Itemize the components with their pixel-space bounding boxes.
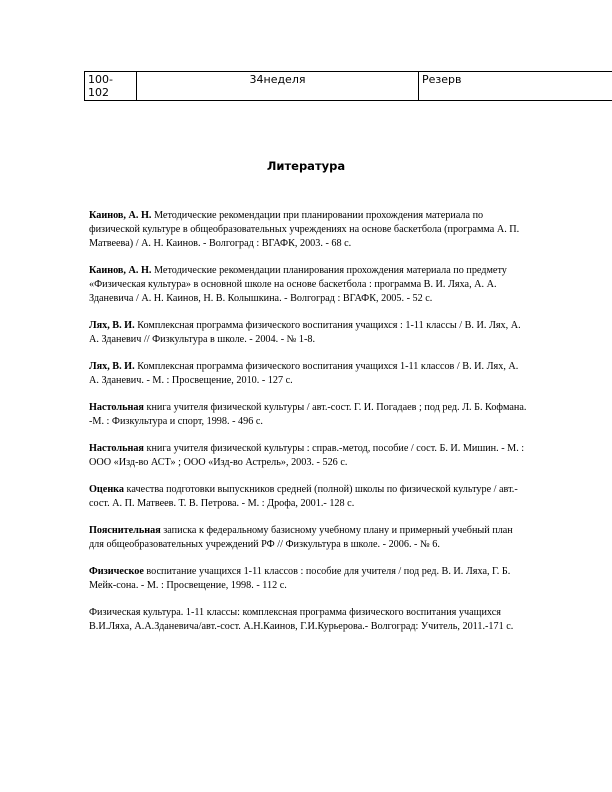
literature-heading: Литература xyxy=(266,159,346,173)
bibliography-entry xyxy=(89,483,529,511)
bibliography-entry xyxy=(89,319,529,347)
entry-text: Методические рекомендации планирования прохождения материала по предмету «Физическая культура» в основной школе на основе баскетбола : программа В. И. Ляха, А. А. Зданевича / А. Н. Каинов, Н. В. Колышкина. - Волгоград : ВГАФК, 2005. - 52 с. xyxy=(89,265,507,304)
entry-text: Методические рекомендации при планировании прохождения материала по физической культуре в общеобразовательных учреждениях на основе баскетбола (программа А. П. Матвеева) / А. Н. Каинов. - Волгоград : ВГАФК, 2003. - 68 с. xyxy=(89,210,520,249)
bibliography-entry xyxy=(89,264,529,306)
bibliography-entry xyxy=(89,606,529,634)
entry-author: Лях, В. И. xyxy=(89,320,135,331)
entry-author: Настольная xyxy=(89,402,144,413)
entry-text: книга учителя физической культуры : справ.-метод, пособие / сост. Б. И. Мишин. - М. : ООО «Изд-во АСТ» ; ООО «Изд-во Астрель», 2003. - 526 с. xyxy=(89,443,525,468)
entry-author: Настольная xyxy=(89,443,144,454)
entry-text: воспитание учащихся 1-11 классов : пособие для учителя / под ред. В. И. Ляха, Г. Б. Мейк-сона. - М. : Просвещение, 1998. - 112 с. xyxy=(89,566,511,591)
bibliography-entry xyxy=(89,524,529,552)
bibliography-entry xyxy=(89,442,529,470)
bibliography-entry xyxy=(89,401,529,429)
week-cell: 34неделя xyxy=(137,72,419,101)
entry-author: Лях, В. И. xyxy=(89,361,135,372)
entry-text: книга учителя физической культуры / авт.-сост. Г. И. Погадаев ; под ред. Л. Б. Кофмана. -М. : Физкультура и спорт, 1998. - 496 с. xyxy=(89,402,527,427)
bibliography-entry xyxy=(89,360,529,388)
entry-author: Оценка xyxy=(89,484,124,495)
reserve-cell: Резерв xyxy=(419,72,612,101)
table-row xyxy=(85,72,612,101)
entry-author: Физическое xyxy=(89,566,144,577)
entry-text: записка к федеральному базисному учебному плану и примерный учебный план для общеобразовательных учреждений РФ // Физкультура в школе. - 2006. - № 6. xyxy=(89,525,513,550)
entry-text: качества подготовки выпускников средней (полной) школы по физической культуре / авт.-сост. А. П. Матвеев. Т. В. Петрова. - М. : Дрофа, 2001.- 128 с. xyxy=(89,484,518,509)
bibliography-entry xyxy=(89,565,529,593)
entry-author: Пояснительная xyxy=(89,525,161,536)
bibliography-entry xyxy=(89,209,529,251)
entry-text: Физическая культура. 1-11 классы: комплексная программа физического воспитания учащихся В.И.Ляха, А.А.Зданевича/авт.-сост. А.Н.Каинов, Г.И.Курьерова.- Волгоград: Учитель, 2011.-171 с. xyxy=(89,607,514,632)
entry-text: Комплексная программа физического воспитания учащихся 1-11 классов / В. И. Лях, А. А. Зданевич. - М. : Просвещение, 2010. - 127 с. xyxy=(89,361,519,386)
bibliography-list xyxy=(89,209,529,647)
entry-author: Каинов, А. Н. xyxy=(89,265,152,276)
schedule-table-row xyxy=(84,71,612,101)
lesson-number-cell: 100-102 xyxy=(85,72,137,101)
entry-author: Каинов, А. Н. xyxy=(89,210,152,221)
entry-text: Комплексная программа физического воспитания учащихся : 1-11 классы / В. И. Лях, А. А. Зданевич // Физкультура в школе. - 2004. - № 1-8. xyxy=(89,320,521,345)
